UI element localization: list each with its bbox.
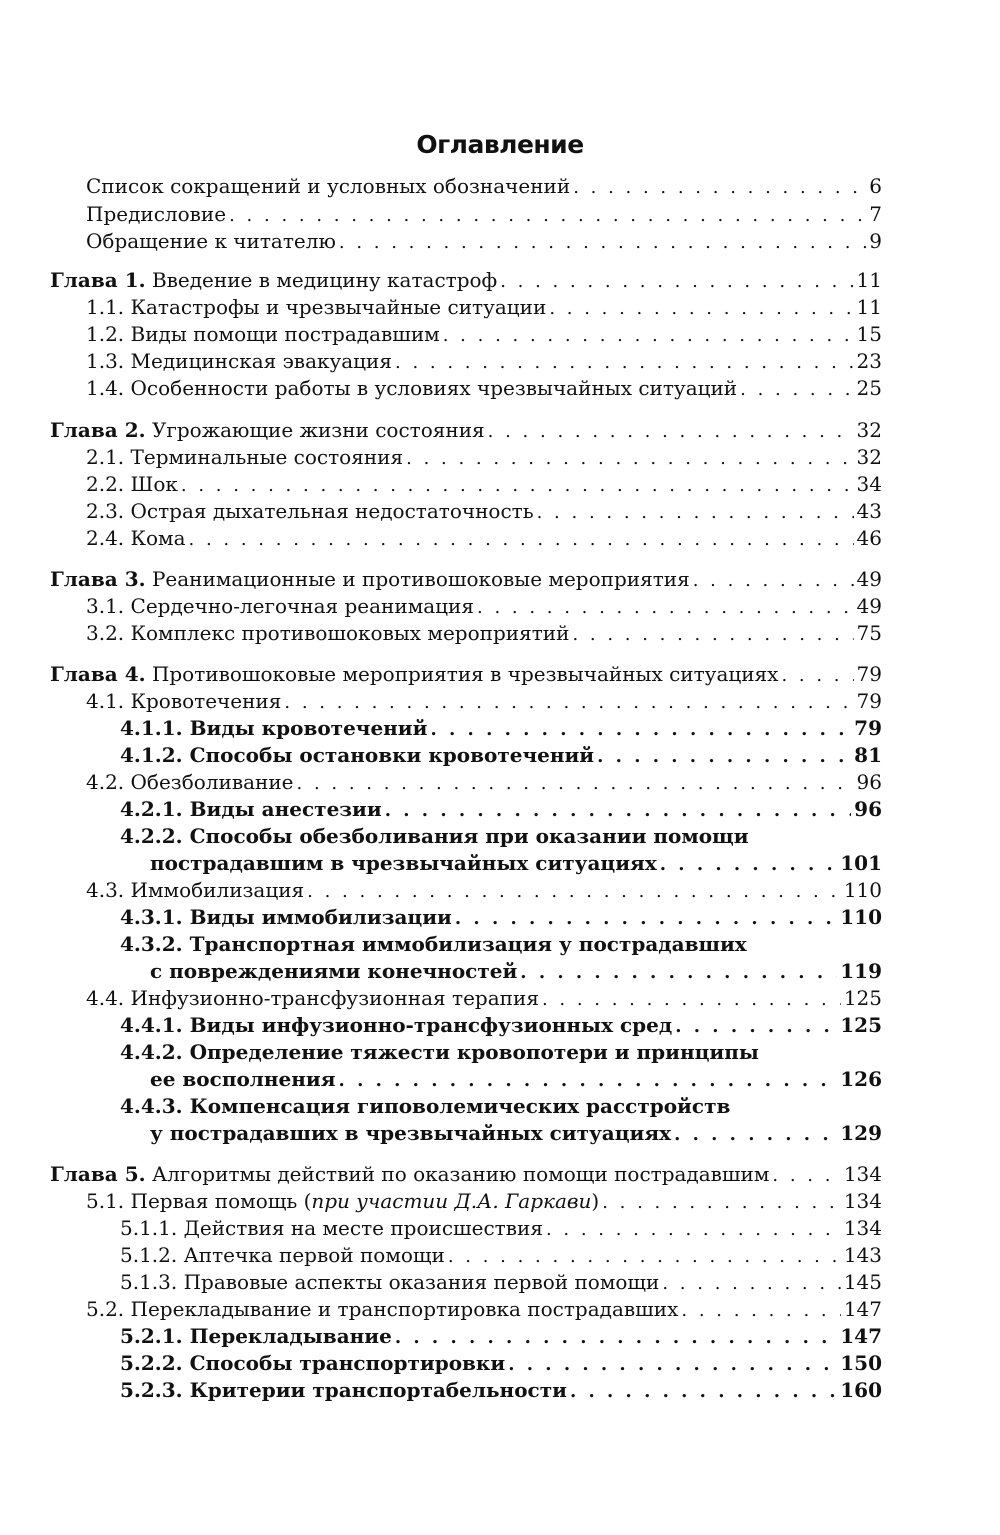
page-title: Оглавление [416, 130, 584, 159]
toc-subentry[interactable]: пострадавшим в чрезвычайных ситуациях . . . 101 [150, 851, 882, 877]
toc-entry[interactable]: Предисловие . . . 7 [86, 202, 882, 228]
toc-chapter[interactable]: Глава 4. Противошоковые мероприятия в чрезвычайных ситуациях . . . 79 [50, 662, 882, 688]
toc-subentry[interactable]: 4.4.1. Виды инфузионно-трансфузионных сред . . . 125 [120, 1013, 882, 1039]
toc-subentry[interactable]: 5.2.1. Перекладывание . . . 147 [120, 1324, 882, 1350]
toc-subentry[interactable]: 5.1.3. Правовые аспекты оказания первой помощи . . . 145 [120, 1270, 882, 1296]
toc-entry[interactable]: 3.2. Комплекс противошоковых мероприятий . . . 75 [86, 621, 882, 647]
toc-entry[interactable]: 1.1. Катастрофы и чрезвычайные ситуации . . . 11 [86, 295, 882, 321]
toc-entry[interactable]: 4.4. Инфузионно-трансфузионная терапия . . . 125 [86, 986, 882, 1012]
toc-subentry[interactable]: ее восполнения . . . 126 [150, 1067, 882, 1093]
toc-subentry[interactable]: 4.1.2. Способы остановки кровотечений . . . 81 [120, 743, 882, 769]
toc-subentry[interactable]: 5.1.2. Аптечка первой помощи . . . 143 [120, 1243, 882, 1269]
toc-subentry[interactable]: 4.2.1. Виды анестезии . . . 96 [120, 797, 882, 823]
toc-entry[interactable]: 2.1. Терминальные состояния . . . 32 [86, 445, 882, 471]
toc-subentry-line1[interactable]: 4.4.3. Компенсация гиповолемических расстройств [120, 1094, 731, 1118]
toc-entry[interactable]: 1.4. Особенности работы в условиях чрезвычайных ситуаций . . . 25 [86, 376, 882, 402]
toc-chapter[interactable]: Глава 1. Введение в медицину катастроф . . . 11 [50, 268, 882, 294]
toc-entry[interactable]: 5.2. Перекладывание и транспортировка пострадавших . . . 147 [86, 1297, 882, 1323]
toc-entry[interactable]: 2.3. Острая дыхательная недостаточность . . . 43 [86, 499, 882, 525]
toc-entry[interactable]: 1.3. Медицинская эвакуация . . . 23 [86, 349, 882, 375]
toc-entry[interactable]: 2.4. Кома . . . 46 [86, 526, 882, 552]
toc-entry[interactable]: 4.3. Иммобилизация . . . 110 [86, 878, 882, 904]
toc-subentry-line1[interactable]: 4.3.2. Транспортная иммобилизация у пострадавших [120, 932, 747, 956]
toc-subentry-line1[interactable]: 4.4.2. Определение тяжести кровопотери и принципы [120, 1040, 759, 1064]
toc-entry[interactable]: Обращение к читателю . . . 9 [86, 229, 882, 255]
toc-subentry[interactable]: 5.2.2. Способы транспортировки . . . 150 [120, 1351, 882, 1377]
toc-subentry-line1[interactable]: 4.2.2. Способы обезболивания при оказании помощи [120, 824, 749, 848]
toc-entry[interactable]: 4.1. Кровотечения . . . 79 [86, 689, 882, 715]
toc-subentry[interactable]: с повреждениями конечностей . . . 119 [150, 959, 882, 985]
toc-entry[interactable]: 2.2. Шок . . . 34 [86, 472, 882, 498]
toc-entry[interactable]: 5.1. Первая помощь ( при участии Д.А. Гаркави ) . . . 134 [86, 1189, 882, 1215]
toc-chapter[interactable]: Глава 2. Угрожающие жизни состояния . . . 32 [50, 418, 882, 444]
toc-subentry[interactable]: у пострадавших в чрезвычайных ситуациях . . . 129 [150, 1121, 882, 1147]
toc-subentry[interactable]: 5.2.3. Критерии транспортабельности . . . 160 [120, 1378, 882, 1404]
toc-subentry[interactable]: 4.1.1. Виды кровотечений . . . 79 [120, 716, 882, 742]
toc-entry[interactable]: 1.2. Виды помощи пострадавшим . . . 15 [86, 322, 882, 348]
toc-chapter[interactable]: Глава 5. Алгоритмы действий по оказанию помощи пострадавшим . . . 134 [50, 1162, 882, 1188]
toc-entry[interactable]: 4.2. Обезболивание . . . 96 [86, 770, 882, 796]
toc-subentry[interactable]: 5.1.1. Действия на месте происшествия . . . 134 [120, 1216, 882, 1242]
toc-entry[interactable]: 3.1. Сердечно-легочная реанимация . . . 49 [86, 594, 882, 620]
toc-subentry[interactable]: 4.3.1. Виды иммобилизации . . . 110 [120, 905, 882, 931]
toc-entry[interactable]: Список сокращений и условных обозначений . . . 6 [86, 174, 882, 200]
toc-chapter[interactable]: Глава 3. Реанимационные и противошоковые мероприятия . . . 49 [50, 567, 882, 593]
